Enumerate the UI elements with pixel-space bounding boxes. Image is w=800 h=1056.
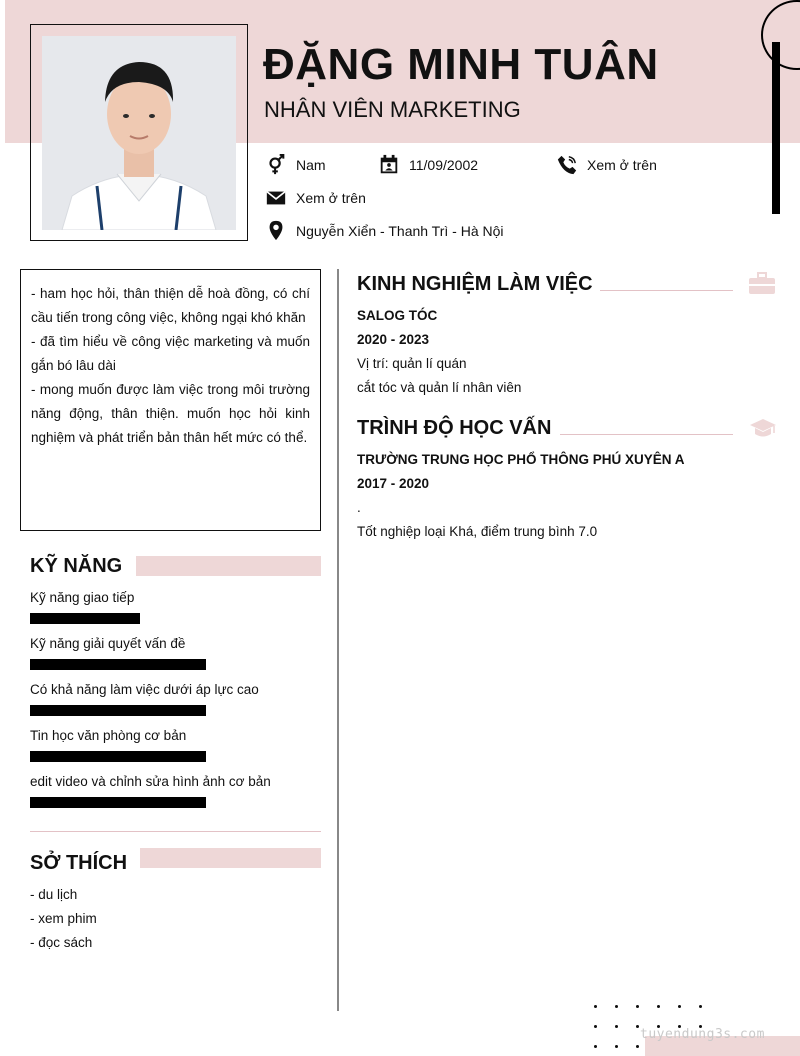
dot <box>615 1025 618 1028</box>
vertical-bar-decoration <box>772 42 780 214</box>
email-info[interactable] <box>265 187 366 209</box>
experience-position: Vị trí: quản lí quán <box>357 356 467 371</box>
portrait-illustration <box>42 36 236 230</box>
briefcase-icon <box>748 272 776 296</box>
hobby-item: - du lịch <box>30 887 78 902</box>
dot <box>615 1005 618 1008</box>
experience-title: KINH NGHIỆM LÀM VIỆC <box>357 273 593 295</box>
skill-bar <box>30 705 206 716</box>
address-info <box>265 220 504 242</box>
skill-bar <box>30 659 206 670</box>
phone-info[interactable] <box>556 154 657 176</box>
hobbies-title-bar <box>140 848 321 868</box>
profile-photo <box>42 36 236 230</box>
summary-line: - đã tìm hiểu về công việc marketing và muốn gắn bó lâu dài <box>31 334 310 373</box>
gender-info <box>265 154 326 176</box>
skill-track <box>30 705 206 716</box>
skill-track <box>30 613 206 624</box>
dot <box>636 1045 639 1048</box>
summary-box <box>20 269 321 531</box>
dot <box>657 1005 660 1008</box>
dot <box>636 1005 639 1008</box>
experience-period: 2020 - 2023 <box>357 332 430 347</box>
dot <box>594 1025 597 1028</box>
experience-description: cắt tóc và quản lí nhân viên <box>357 380 522 395</box>
birthday-info <box>378 154 478 176</box>
dot <box>594 1005 597 1008</box>
education-title-line <box>560 434 733 435</box>
education-result: Tốt nghiệp loại Khá, điểm trung bình 7.0 <box>357 524 598 539</box>
dot <box>636 1025 639 1028</box>
skill-bar <box>30 797 206 808</box>
dot <box>615 1045 618 1048</box>
skill-label: Kỹ năng giao tiếp <box>30 590 135 605</box>
hobby-item: - đọc sách <box>30 935 93 950</box>
watermark: tuyendung3s.com <box>640 1027 765 1042</box>
phone-text: Xem ở trên <box>587 157 657 173</box>
education-school: TRƯỜNG TRUNG HỌC PHỔ THÔNG PHÚ XUYÊN A <box>357 452 685 467</box>
email-text: Xem ở trên <box>296 190 366 206</box>
skill-label: edit video và chỉnh sửa hình ảnh cơ bản <box>30 774 271 789</box>
dot <box>678 1005 681 1008</box>
skill-label: Kỹ năng giải quyết vấn đề <box>30 636 186 651</box>
summary-line: - mong muốn được làm việc trong môi trường năng động, thân thiện. muốn học hỏi kinh nghiệm và phát triển bản thân hết mức có thể. <box>31 382 310 445</box>
dot <box>594 1045 597 1048</box>
section-divider <box>30 831 321 832</box>
skill-label: Có khả năng làm việc dưới áp lực cao <box>30 682 259 697</box>
gender-text: Nam <box>296 157 326 173</box>
job-title: NHÂN VIÊN MARKETING <box>264 97 521 122</box>
experience-title-line <box>600 290 733 291</box>
dot <box>699 1005 702 1008</box>
candidate-name: ĐẶNG MINH TUÂN <box>263 40 659 89</box>
hobby-item: - xem phim <box>30 911 97 926</box>
skill-bar <box>30 613 140 624</box>
graduation-cap-icon <box>749 417 777 441</box>
skills-title: KỸ NĂNG <box>30 555 123 577</box>
experience-company: SALOG TÓC <box>357 308 438 323</box>
skill-track <box>30 659 206 670</box>
skill-label: Tin học văn phòng cơ bản <box>30 728 187 743</box>
hobbies-title: SỞ THÍCH <box>30 852 128 874</box>
education-title: TRÌNH ĐỘ HỌC VẤN <box>357 417 552 439</box>
skill-bar <box>30 751 206 762</box>
skill-track <box>30 797 206 808</box>
education-period: 2017 - 2020 <box>357 476 430 491</box>
location-icon <box>265 220 287 242</box>
education-major: . <box>357 500 361 515</box>
gender-icon <box>265 154 287 176</box>
birthday-text: 11/09/2002 <box>409 157 479 173</box>
address-text: Nguyễn Xiển - Thanh Trì - Hà Nội <box>296 223 504 239</box>
mail-icon <box>265 187 287 209</box>
calendar-icon <box>378 154 400 176</box>
phone-icon <box>556 154 578 176</box>
skill-track <box>30 751 206 762</box>
column-divider <box>337 269 339 1011</box>
skills-title-bar <box>136 556 321 576</box>
summary-line: - ham học hỏi, thân thiện dễ hoà đồng, có chí cầu tiến trong công việc, không ngại khó khăn <box>31 286 310 325</box>
